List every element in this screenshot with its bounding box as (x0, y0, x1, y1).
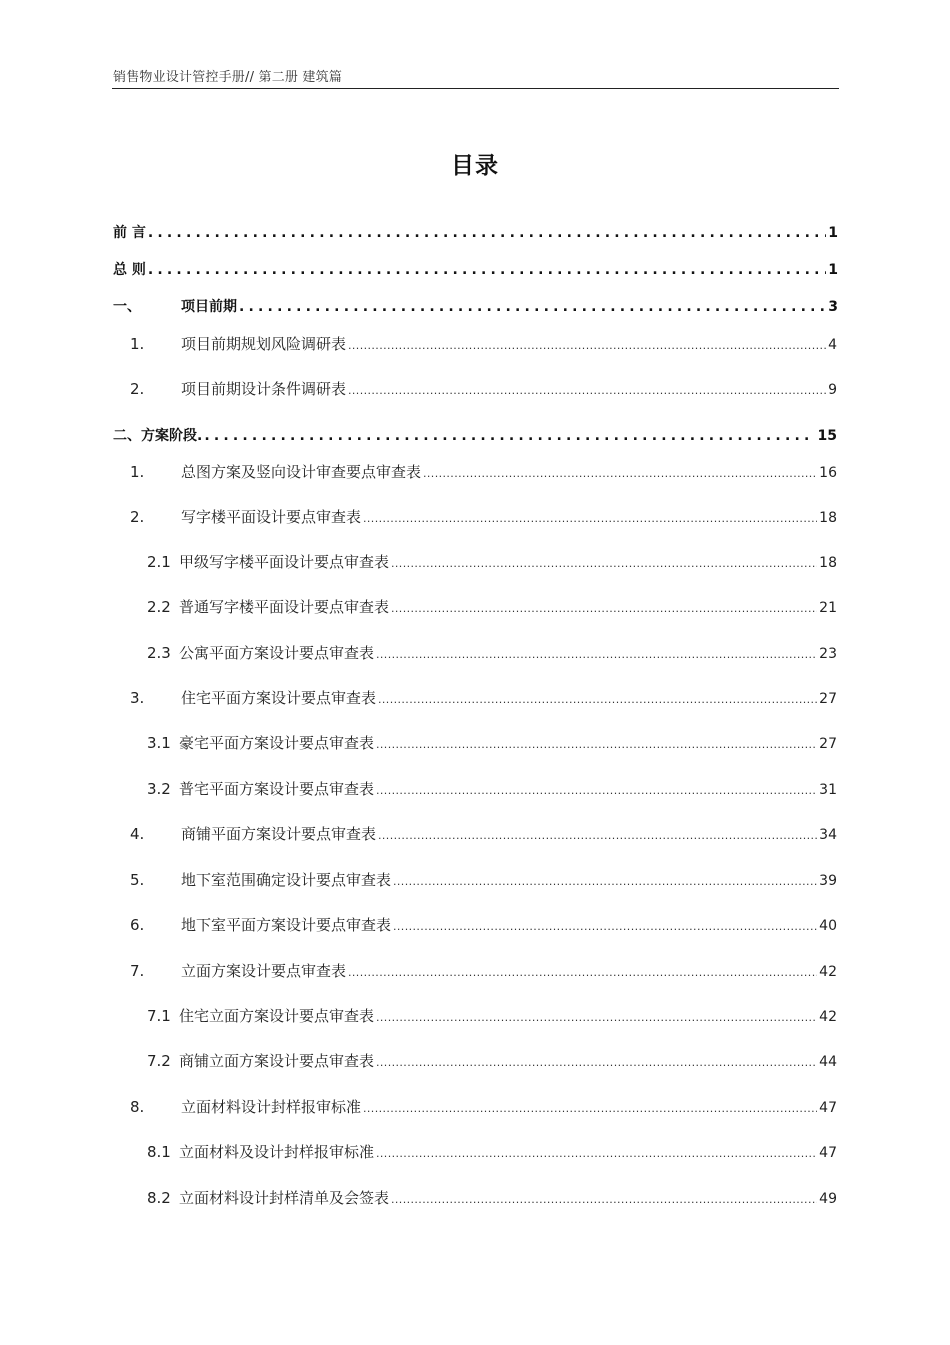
toc-entry[interactable] (130, 687, 837, 709)
dot-leader (391, 557, 817, 570)
toc-entry[interactable] (147, 1050, 837, 1072)
toc-entry-label: 写字楼平面设计要点审查表 (181, 508, 362, 526)
header-rule (112, 88, 839, 89)
toc-entry-number: 8.2 (147, 1189, 171, 1207)
dot-leader (239, 299, 826, 315)
toc-entry-label: 总 则 (113, 262, 146, 278)
toc-entry-label: 普通写字楼平面设计要点审查表 (179, 598, 390, 616)
toc-entry[interactable] (130, 333, 837, 355)
toc-page-number: 47 (819, 1145, 837, 1161)
toc-entry-label: 商铺平面方案设计要点审查表 (181, 825, 377, 843)
dot-leader (376, 1147, 817, 1160)
toc-entry-number: 3.2 (147, 780, 171, 798)
toc-entry-label: 立面材料及设计封样报审标准 (179, 1143, 375, 1161)
toc-page-number: 9 (828, 382, 837, 398)
toc-entry-label: 项目前期设计条件调研表 (181, 380, 347, 398)
dot-leader (348, 966, 817, 979)
dot-leader (391, 602, 817, 615)
toc-page-number: 18 (819, 555, 837, 571)
toc-entry-section-1[interactable] (113, 296, 838, 318)
toc-entry-label: 二、方案阶段. (113, 428, 203, 444)
dot-leader (363, 1102, 817, 1115)
toc-entry-label: 甲级写字楼平面设计要点审查表 (179, 553, 390, 571)
toc-entry[interactable] (130, 869, 837, 891)
dot-leader (376, 784, 817, 797)
toc-entry-label: 普宅平面方案设计要点审查表 (179, 780, 375, 798)
toc-entry[interactable] (147, 778, 837, 800)
toc-page-number: 16 (819, 465, 837, 481)
toc-entry-label: 住宅平面方案设计要点审查表 (181, 689, 377, 707)
toc-entry[interactable] (147, 732, 837, 754)
toc-page-number: 47 (819, 1100, 837, 1116)
toc-entry[interactable] (130, 461, 837, 483)
toc-entry-number: 7.2 (147, 1052, 171, 1070)
toc-entry-label: 立面材料设计封样报审标准 (181, 1098, 362, 1116)
toc-page-number: 40 (819, 918, 837, 934)
dot-leader (148, 262, 826, 278)
toc-entry-label: 地下室平面方案设计要点审查表 (181, 916, 392, 934)
toc-entry-number: 7.1 (147, 1007, 171, 1025)
toc-entry-preface[interactable] (113, 222, 838, 244)
toc-entry[interactable] (147, 1187, 837, 1209)
toc-entry[interactable] (130, 823, 837, 845)
running-header: 销售物业设计管控手册// 第二册 建筑篇 (113, 70, 343, 85)
toc-entry-number: 2.2 (147, 598, 171, 616)
toc-page-number: 42 (819, 1009, 837, 1025)
toc-page-number: 15 (817, 428, 837, 444)
toc-entry-number: 8. (130, 1098, 145, 1116)
toc-entry-number: 7. (130, 962, 145, 980)
dot-leader (376, 738, 817, 751)
dot-leader (378, 829, 817, 842)
toc-entry[interactable] (147, 596, 837, 618)
dot-leader (393, 875, 817, 888)
toc-entry[interactable] (130, 960, 837, 982)
toc-page-number: 1 (828, 225, 838, 241)
toc-entry-label: 项目前期 (181, 299, 237, 315)
toc-entry-label: 立面材料设计封样清单及会签表 (179, 1189, 390, 1207)
toc-entry-number: 2.1 (147, 553, 171, 571)
toc-entry-section-2[interactable] (113, 425, 837, 447)
toc-entry[interactable] (147, 1005, 837, 1027)
toc-entry-number: 6. (130, 916, 145, 934)
dot-leader (378, 693, 817, 706)
toc-page-number: 49 (819, 1191, 837, 1207)
dot-leader (148, 225, 826, 241)
dot-leader (423, 467, 817, 480)
toc-entry[interactable] (130, 506, 837, 528)
toc-page-number: 44 (819, 1054, 837, 1070)
toc-page-number: 27 (819, 691, 837, 707)
toc-page-number: 3 (828, 299, 838, 315)
toc-entry-general[interactable] (113, 259, 838, 281)
toc-page-number: 21 (819, 600, 837, 616)
dot-leader (376, 648, 817, 661)
toc-entry-number: 5. (130, 871, 145, 889)
toc-entry-label: 前 言 (113, 225, 146, 241)
dot-leader (393, 920, 817, 933)
dot-leader (363, 512, 817, 525)
toc-entry-number: 2. (130, 380, 145, 398)
dot-leader (348, 339, 826, 352)
toc-entry-label: 住宅立面方案设计要点审查表 (179, 1007, 375, 1025)
toc-entry[interactable] (147, 1141, 837, 1163)
dot-leader (348, 384, 826, 397)
dot-leader (204, 428, 807, 444)
toc-entry-label: 豪宅平面方案设计要点审查表 (179, 734, 375, 752)
toc-page-number: 42 (819, 964, 837, 980)
page-title: 目录 (451, 153, 499, 179)
dot-leader (376, 1056, 817, 1069)
toc-entry-number: 4. (130, 825, 145, 843)
toc-page-number: 34 (819, 827, 837, 843)
toc-entry-number: 1. (130, 335, 145, 353)
toc-entry-number: 一、 (113, 299, 141, 315)
toc-entry[interactable] (147, 551, 837, 573)
toc-entry-label: 总图方案及竖向设计审查要点审查表 (181, 463, 422, 481)
toc-entry-number: 3.1 (147, 734, 171, 752)
toc-entry-number: 2. (130, 508, 145, 526)
toc-page-number: 1 (828, 262, 838, 278)
toc-entry-label: 地下室范围确定设计要点审查表 (181, 871, 392, 889)
toc-entry-number: 1. (130, 463, 145, 481)
toc-entry[interactable] (130, 1096, 837, 1118)
toc-entry-number: 2.3 (147, 644, 171, 662)
toc-entry-number: 8.1 (147, 1143, 171, 1161)
toc-page-number: 27 (819, 736, 837, 752)
toc-entry-label: 立面方案设计要点审查表 (181, 962, 347, 980)
dot-leader (391, 1193, 817, 1206)
toc-page-number: 31 (819, 782, 837, 798)
dot-leader (376, 1011, 817, 1024)
toc-entry-label: 项目前期规划风险调研表 (181, 335, 347, 353)
toc-page-number: 18 (819, 510, 837, 526)
toc-entry-label: 公寓平面方案设计要点审查表 (179, 644, 375, 662)
toc-entry[interactable] (130, 378, 837, 400)
toc-entry[interactable] (130, 914, 837, 936)
toc-entry-number: 3. (130, 689, 145, 707)
toc-entry-label: 商铺立面方案设计要点审查表 (179, 1052, 375, 1070)
toc-page-number: 4 (828, 337, 837, 353)
toc-page-number: 39 (819, 873, 837, 889)
toc-entry[interactable] (147, 642, 837, 664)
toc-page-number: 23 (819, 646, 837, 662)
